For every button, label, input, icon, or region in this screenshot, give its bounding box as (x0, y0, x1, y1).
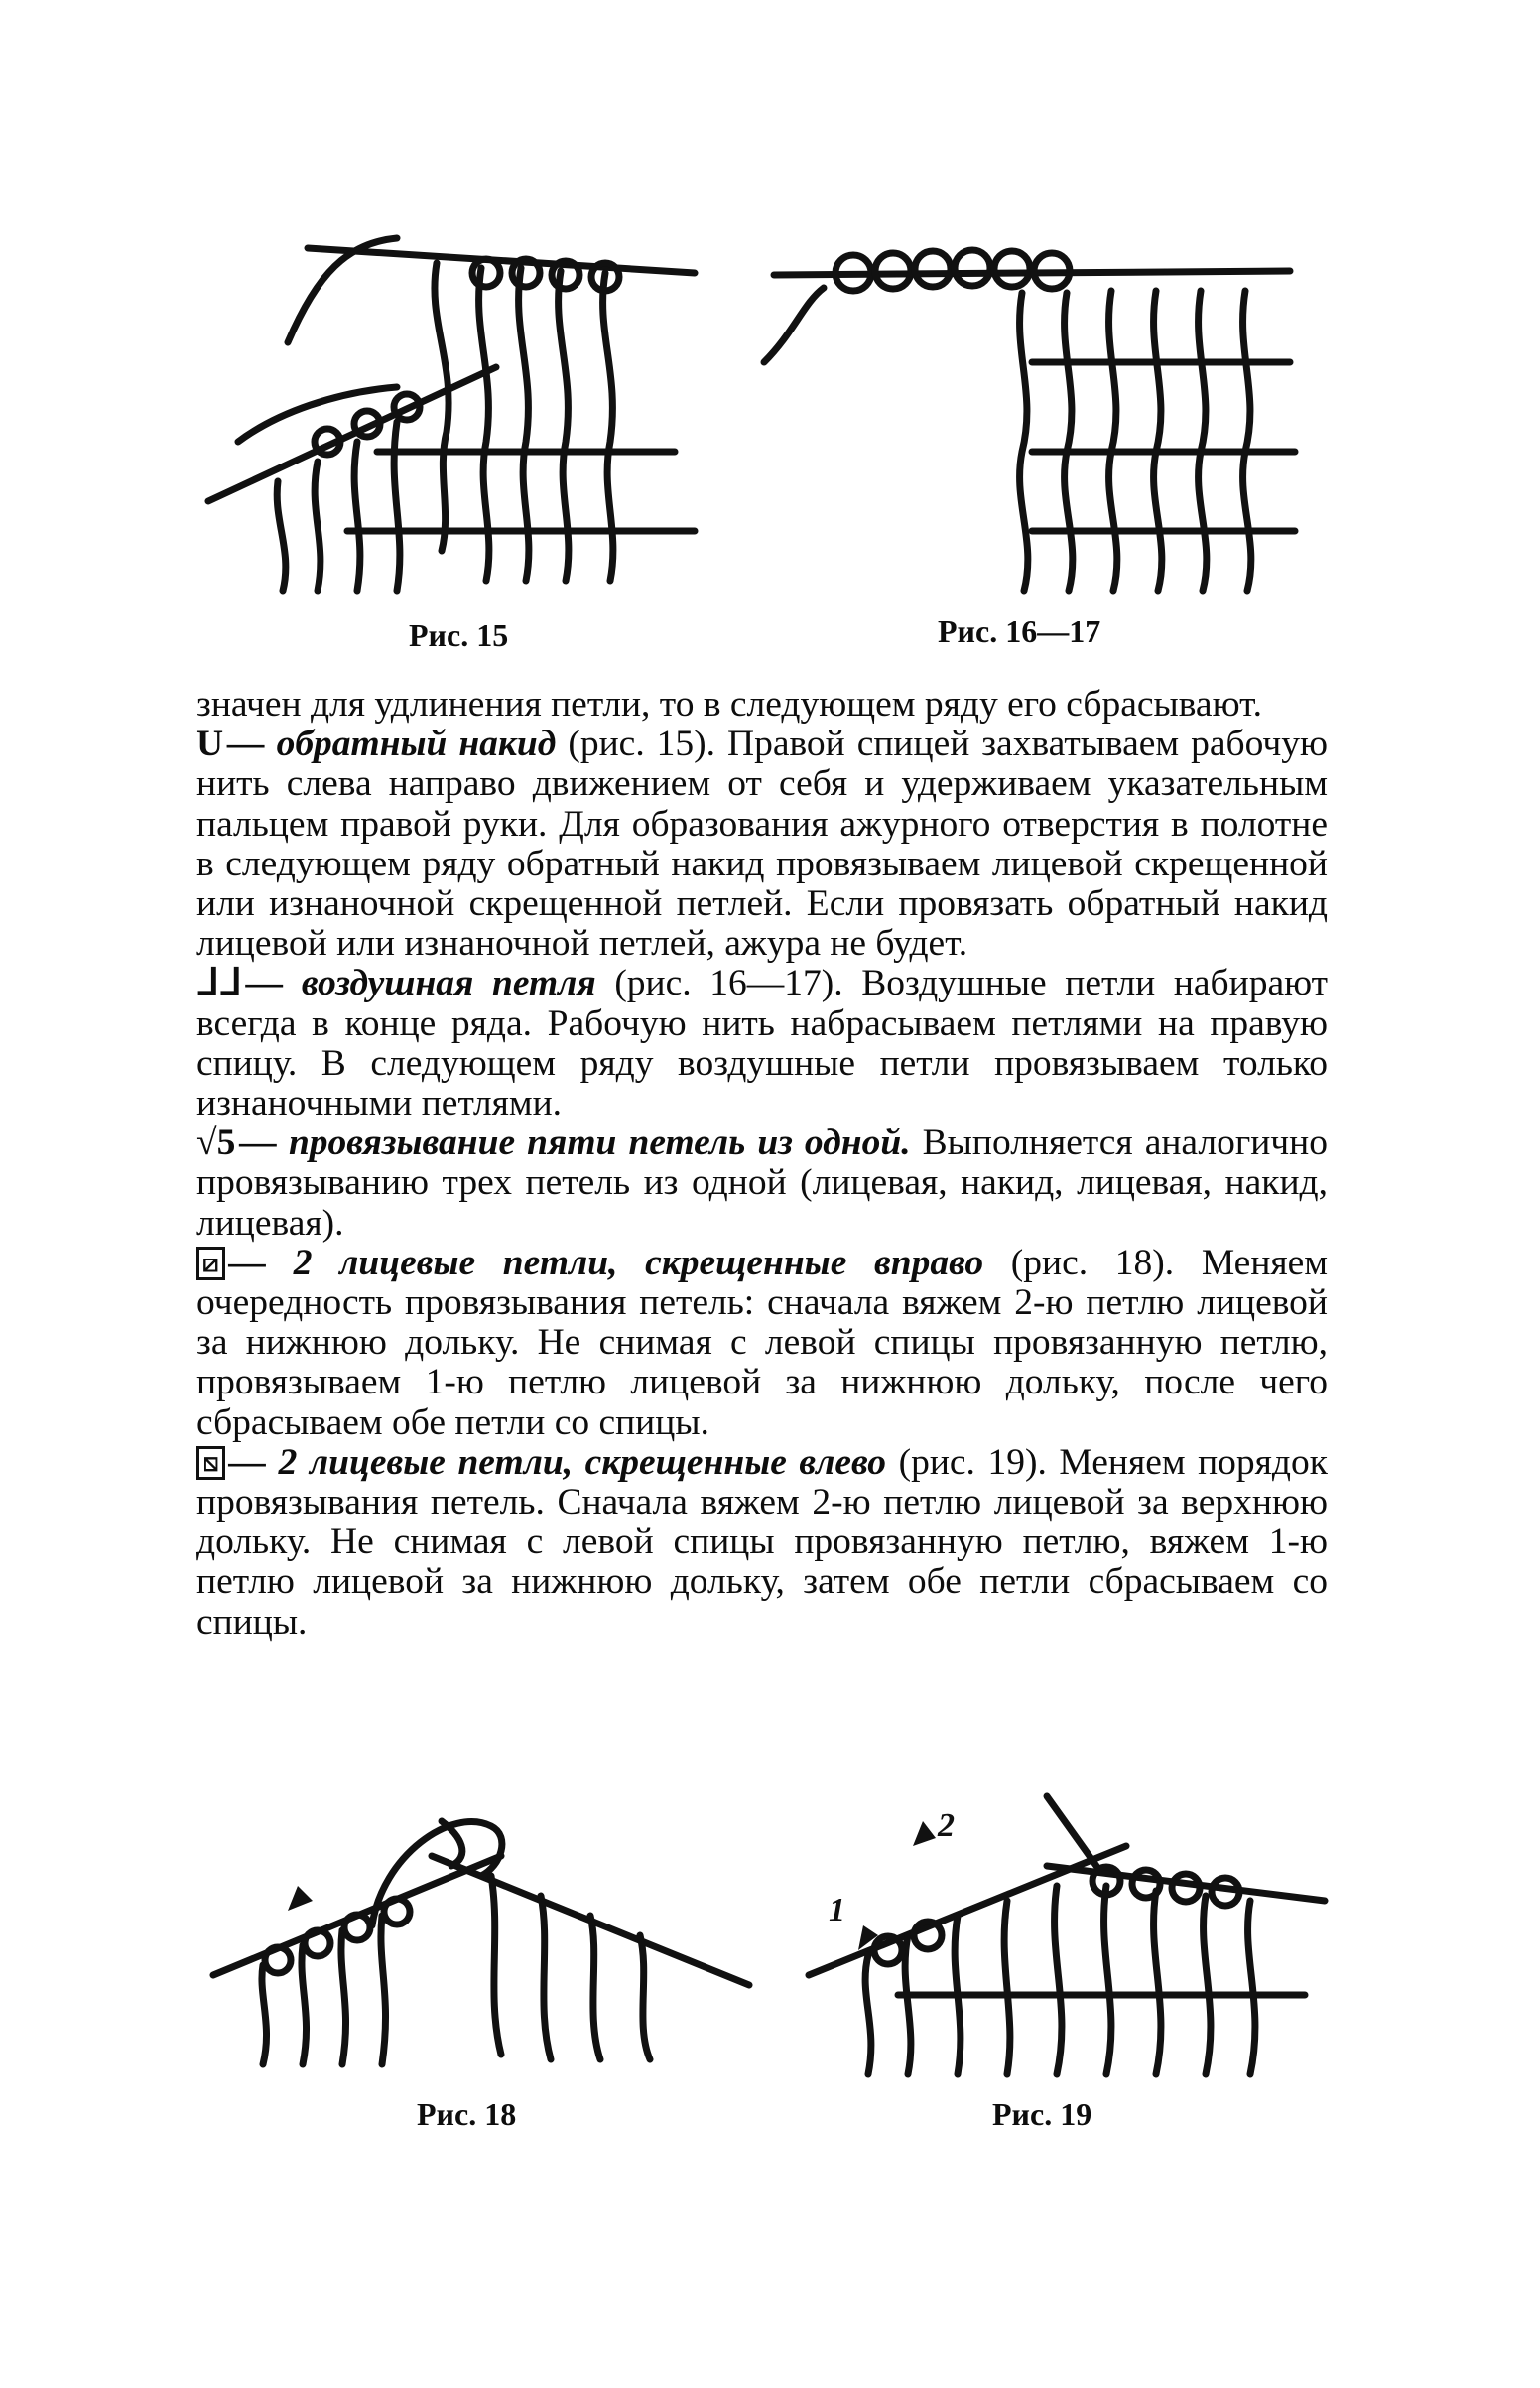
knitting-illustration-16-17 (754, 213, 1310, 600)
cross-right-symbol-icon: ⧄ (196, 1247, 225, 1280)
chain-stitch-symbol-icon: ᒧᒧ (196, 963, 242, 1004)
paragraph-cross-left: ⧅ — 2 лицевые петли, скрещенные влево (рис. 19). Меняем порядок провязывания петель. Сначала вяжем 2-ю петлю лицевой за верхнюю дольку. Не снимая с левой спицы провязанную петлю, вяжем 1-ю петлю лицевой за нижнюю дольку, затем обе петли сбрасываем со спицы. (196, 1441, 1328, 1643)
cross-left-symbol-icon: ⧅ (196, 1446, 225, 1480)
paragraph-continuation: значен для удлинения петли, то в следующем ряду его сбрасывают. (196, 684, 1263, 725)
figure-19-caption: Рис. 19 (992, 2096, 1092, 2132)
knitting-illustration-19 (789, 1787, 1345, 2084)
figure-15-caption: Рис. 15 (409, 617, 509, 653)
figure-19-label-2: 2 (938, 1807, 955, 1844)
figure-15 (198, 213, 714, 610)
figure-18 (203, 1796, 759, 2074)
five-from-one-symbol-icon: √5 (196, 1123, 236, 1164)
paragraph-five-from-one: √5 — провязывание пяти петель из одной. Выполняется аналогично провязыванию трех петель из одной (лицевая, накид, лицевая, накид, лицевая). (196, 1123, 1328, 1244)
knitting-illustration-15 (198, 213, 714, 610)
paragraph-chain-stitch: ᒧᒧ — воздушная петля (рис. 16—17). Воздушные петли набирают всегда в конце ряда. Рабочую нить набрасываем петлями на правую спицу. В следующем ряду воздушные петли провязываем только изнаночными петлями. (196, 963, 1329, 1125)
paragraph-reverse-yarn-over: U — обратный накид (рис. 15). Правой спицей захватываем рабочую нить слева направо движением от себя и удерживаем указательным пальцем правой руки. Для образования ажурного отверстия в полотне в следующем ряду обратный накид провязываем лицевой скрещенной или изнаночной скрещенной петлей. Если провязать обратный накид лицевой или изнаночной петлей, ажура не будет. (196, 724, 1328, 965)
figure-16-17-caption: Рис. 16—17 (938, 613, 1101, 649)
knitting-illustration-18 (203, 1796, 759, 2074)
body-text (196, 685, 1328, 1643)
figure-16-17 (754, 213, 1310, 600)
figure-18-caption: Рис. 18 (417, 2096, 517, 2132)
figure-19 (789, 1787, 1345, 2084)
paragraph-cross-right: ⧄ — 2 лицевые петли, скрещенные вправо (рис. 18). Меняем очередность провязывания петель: сначала вяжем 2-ю петлю лицевой за нижнюю дольку. Не снимая с левой спицы провязанную петлю, провязываем 1-ю петлю лицевой за нижнюю дольку, после чего сбрасываем обе петли со спицы. (196, 1242, 1329, 1443)
reverse-yarn-over-symbol-icon: U (196, 724, 224, 765)
figure-19-label-1: 1 (829, 1892, 845, 1928)
